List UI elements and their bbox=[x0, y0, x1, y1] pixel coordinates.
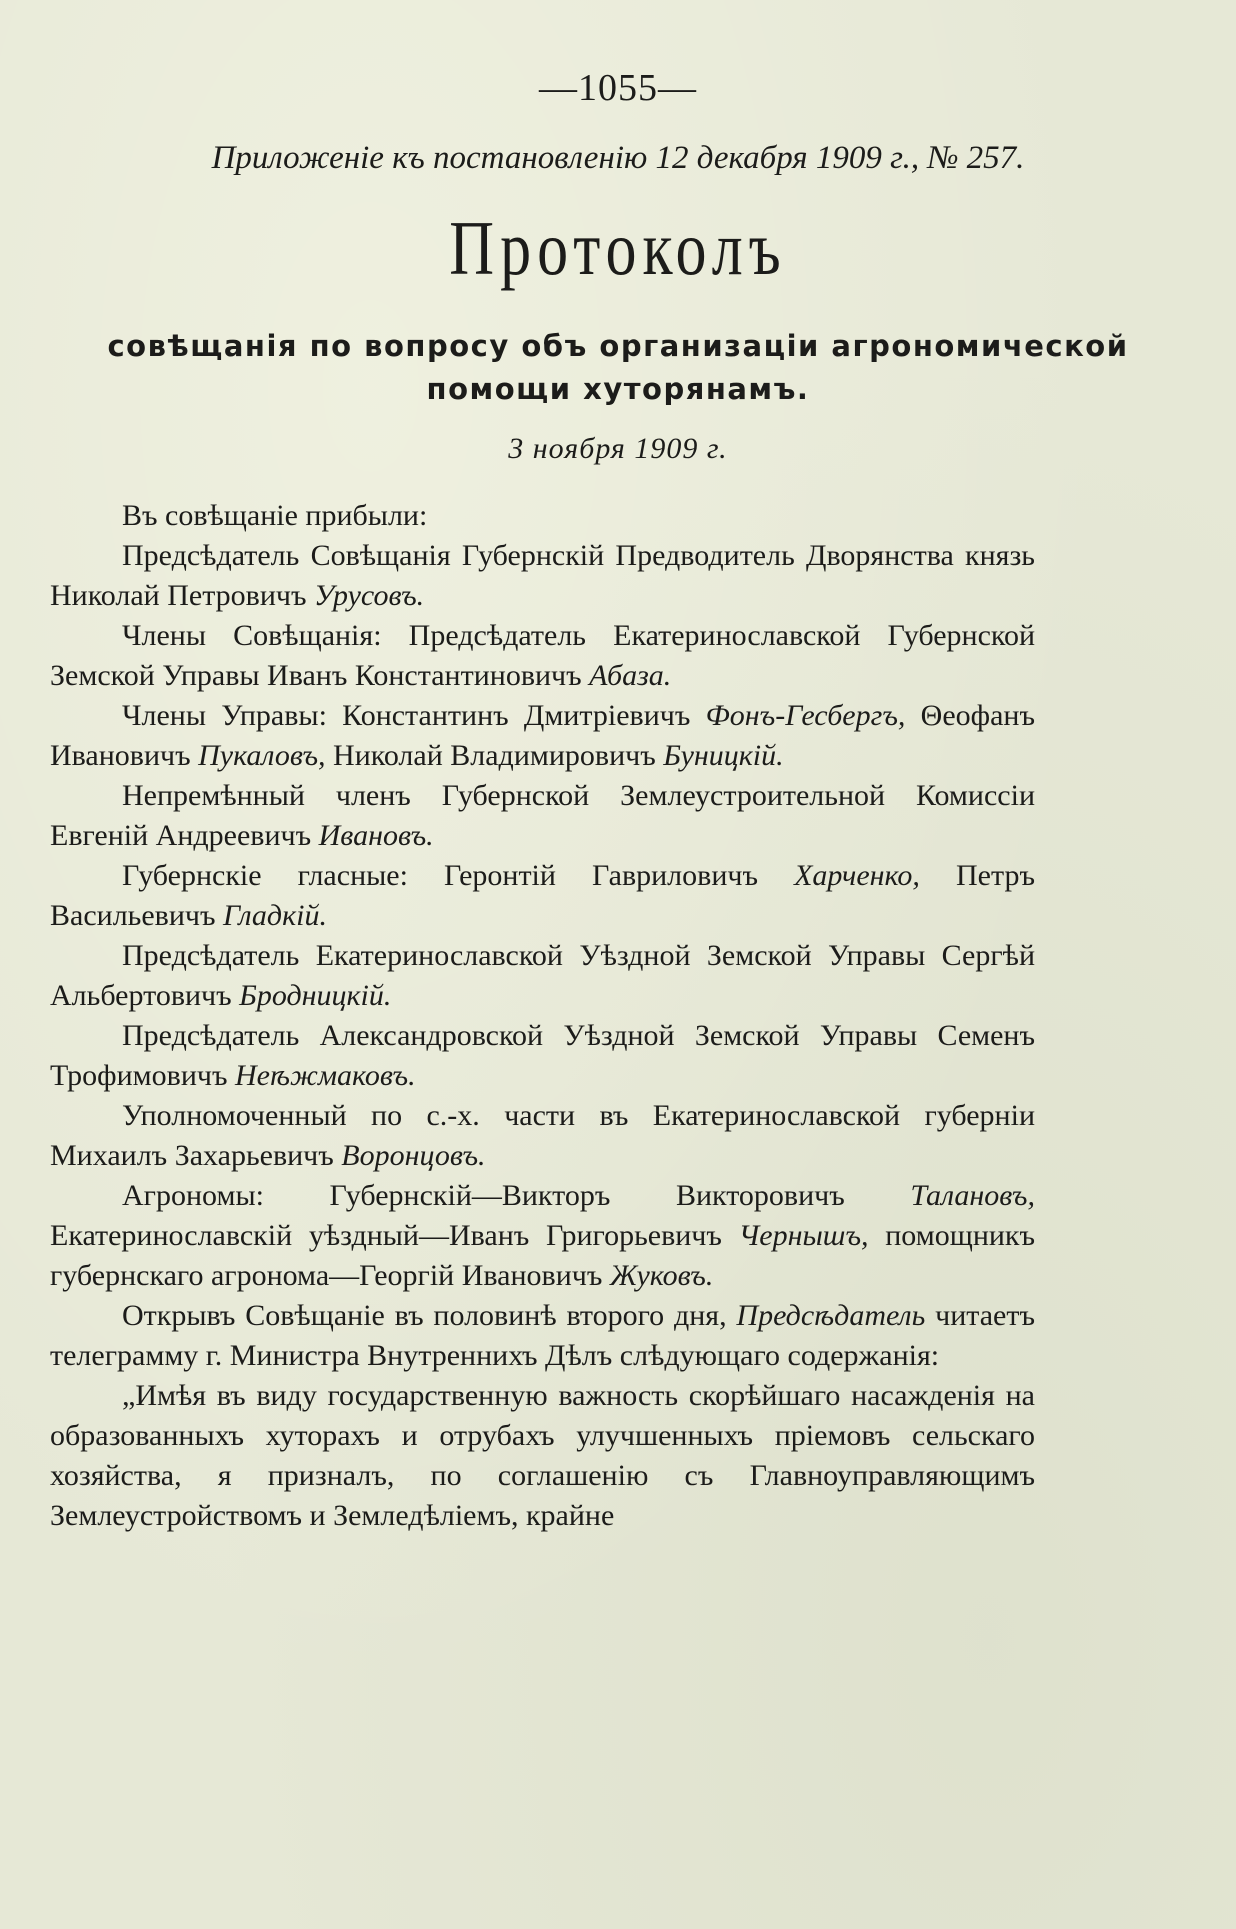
paragraph-text: Непремѣнный членъ Губернской Землеустроительной Комиссіи Евгеній Андреевичъ bbox=[50, 779, 1035, 852]
person-name: Урусовъ. bbox=[314, 579, 425, 612]
paragraph-text: Губернскіе гласные: Геронтій Гавриловичъ bbox=[122, 859, 795, 892]
paragraph bbox=[50, 776, 1035, 856]
person-name: Фонъ-Гесбергъ, bbox=[705, 699, 906, 732]
paragraph-text: Открывъ Совѣщаніе въ половинѣ второго дня, bbox=[122, 1299, 737, 1332]
paragraph bbox=[50, 696, 1035, 776]
person-name: Буницкій. bbox=[663, 739, 784, 772]
person-name: Харченко, bbox=[794, 859, 920, 892]
paragraph bbox=[50, 496, 1035, 536]
appendix-note: Приложеніе къ постановленію 12 декабря 1909 г., № 257. bbox=[211, 140, 1025, 176]
paragraph-text: Екатеринославскій уѣздный—Иванъ Григорьевичъ bbox=[50, 1219, 739, 1252]
paragraph-text: Члены Совѣщанія: Предсѣдатель Екатеринославской Губернской Земской Управы Иванъ Константиновичъ bbox=[50, 619, 1035, 692]
document-date: 3 ноября 1909 г. bbox=[508, 432, 728, 465]
paragraph bbox=[50, 1296, 1035, 1376]
person-name: Абаза. bbox=[589, 659, 672, 692]
subtitle-line-1: совѣщанія по вопросу объ организаціи агрономической bbox=[107, 329, 1129, 363]
document-title: Протоколъ bbox=[449, 206, 787, 292]
paragraph-text: Николай Владимировичъ bbox=[325, 739, 664, 772]
paragraph-text: Θеофанъ Ивановичъ bbox=[50, 699, 1035, 772]
paragraph bbox=[50, 1376, 1035, 1536]
paragraph bbox=[50, 1096, 1035, 1176]
paragraph bbox=[50, 856, 1035, 936]
person-name: Ивановъ. bbox=[318, 819, 434, 852]
paragraph-text: Члены Управы: Константинъ Дмитріевичъ bbox=[122, 699, 706, 732]
paragraph bbox=[50, 616, 1035, 696]
paragraph-text: Агрономы: Губернскій—Викторъ Викторовичъ bbox=[122, 1179, 911, 1212]
paragraph-text: Предсѣдатель Екатеринославской Уѣздной Земской Управы Сергѣй Альбертовичъ bbox=[50, 939, 1035, 1012]
person-name: Гладкій. bbox=[222, 899, 327, 932]
person-name: Жуковъ. bbox=[609, 1259, 714, 1292]
page-number: —1055— bbox=[539, 67, 697, 109]
person-name: Талановъ, bbox=[910, 1179, 1035, 1212]
paragraph-text: помощникъ губернскаго агронома—Георгій Ивановичъ bbox=[50, 1219, 1036, 1292]
paragraph-text: читаетъ телеграмму г. Министра Внутреннихъ Дѣлъ слѣдующаго содержанія: bbox=[50, 1299, 1035, 1372]
person-name: Бродницкій. bbox=[239, 979, 392, 1012]
paragraph bbox=[50, 1176, 1035, 1296]
subtitle-line-2: помощи хуторянамъ. bbox=[426, 372, 810, 406]
paragraph-text: Петръ Васильевичъ bbox=[50, 859, 1035, 932]
paragraph bbox=[50, 536, 1035, 616]
document-subtitle bbox=[40, 325, 1196, 411]
paragraph-text: „Имѣя въ виду государственную важность скорѣйшаго насажденія на образованныхъ хуторахъ и отрубахъ улучшенныхъ пріемовъ сельскаго хозяйства, я призналъ, по соглашенію съ Главноуправляющимъ Землеустройствомъ и Земледѣліемъ, крайне bbox=[50, 1379, 1035, 1532]
person-name: Предсѣдатель bbox=[736, 1299, 926, 1332]
body-text bbox=[50, 496, 1035, 1536]
person-name: Воронцовъ. bbox=[341, 1139, 486, 1172]
paragraph bbox=[50, 936, 1035, 1016]
person-name: Чернышъ, bbox=[738, 1219, 869, 1252]
paragraph-text: Предсѣдатель Совѣщанія Губернскій Предводитель Дворянства князь Николай Петровичъ bbox=[50, 539, 1035, 612]
person-name: Пукаловъ, bbox=[198, 739, 326, 772]
paragraph-text: Предсѣдатель Александровской Уѣздной Земской Управы Семенъ Трофимовичъ bbox=[50, 1019, 1035, 1092]
paragraph-text: Въ совѣщаніе прибыли: bbox=[122, 499, 428, 532]
person-name: Неѣжмаковъ. bbox=[234, 1059, 416, 1092]
paragraph bbox=[50, 1016, 1035, 1096]
paragraph-text: Уполномоченный по с.-х. части въ Екатеринославской губерніи Михаилъ Захарьевичъ bbox=[50, 1099, 1035, 1172]
